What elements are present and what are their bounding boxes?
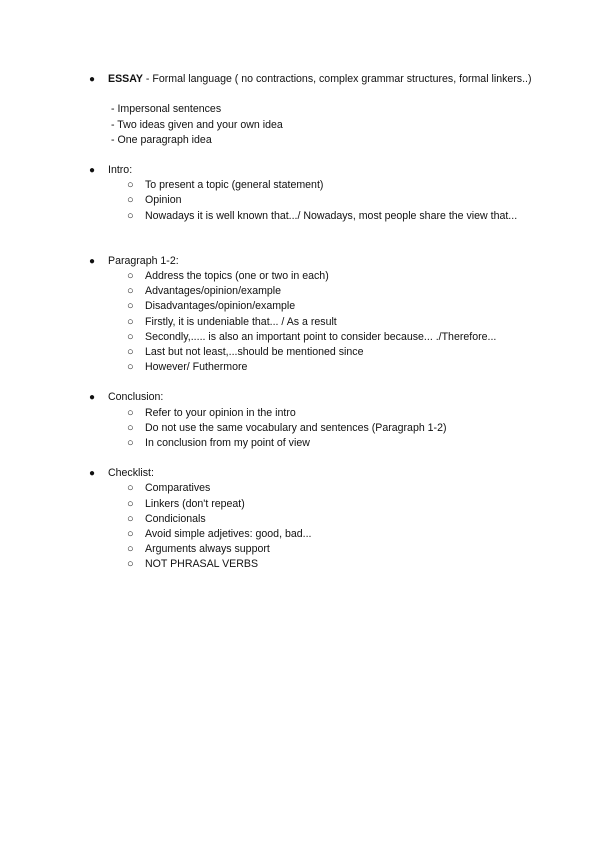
checklist-item: Comparatives — [145, 482, 211, 495]
circle-bullet-icon: ○ — [127, 543, 134, 556]
sub-list-item — [0, 557, 600, 572]
paragraph-item: Advantages/opinion/example — [145, 285, 282, 298]
conclusion-item: In conclusion from my point of view — [145, 436, 310, 449]
sub-list-item — [0, 436, 600, 451]
sub-list-item — [0, 299, 600, 314]
bullet-icon: ● — [89, 468, 96, 480]
checklist-item: NOT PHRASAL VERBS — [145, 558, 259, 571]
checklist-item: Condicionals — [145, 512, 206, 525]
circle-bullet-icon: ○ — [127, 406, 134, 419]
paragraph-item: Disadvantages/opinion/example — [145, 300, 296, 313]
section-paragraph — [0, 254, 600, 376]
section-intro — [0, 163, 600, 239]
sub-list-item — [0, 527, 600, 542]
checklist-item: Linkers (don't repeat) — [145, 497, 245, 510]
sub-list-item — [0, 497, 600, 512]
checklist-item: Avoid simple adjetives: good, bad... — [145, 527, 312, 540]
sub-list-item — [0, 209, 600, 239]
circle-bullet-icon: ○ — [127, 179, 134, 192]
circle-bullet-icon: ○ — [127, 527, 134, 540]
intro-item: Opinion — [145, 194, 182, 207]
sub-list-item — [0, 542, 600, 557]
essay-subpoint: - Impersonal sentences — [111, 103, 222, 116]
list-item — [0, 390, 600, 405]
paragraph-heading: Paragraph 1-2: — [108, 254, 179, 267]
paragraph-item: Last but not least,...should be mentioned since — [145, 346, 364, 359]
circle-bullet-icon: ○ — [127, 330, 134, 343]
conclusion-heading: Conclusion: — [108, 391, 164, 404]
paragraph-item: However/ Futhermore — [145, 361, 248, 374]
circle-bullet-icon: ○ — [127, 285, 134, 298]
essay-title: ESSAY — [108, 73, 143, 85]
essay-description: - Formal language ( no contractions, complex grammar structures, formal linkers..) — [142, 73, 532, 85]
list-item — [0, 254, 600, 269]
list-item — [0, 466, 600, 481]
circle-bullet-icon: ○ — [127, 194, 134, 207]
bullet-icon: ● — [89, 255, 96, 267]
sub-list-item — [0, 360, 600, 375]
conclusion-item: Do not use the same vocabulary and sentences (Paragraph 1-2) — [145, 421, 447, 434]
essay-subpoint: - Two ideas given and your own idea — [111, 118, 283, 131]
sub-list-item — [0, 193, 600, 208]
section-essay — [0, 72, 600, 148]
circle-bullet-icon: ○ — [127, 346, 134, 359]
sub-list-item — [0, 315, 600, 330]
circle-bullet-icon: ○ — [127, 300, 134, 313]
paragraph-item: Firstly, it is undeniable that... / As a result — [145, 315, 337, 328]
circle-bullet-icon: ○ — [127, 512, 134, 525]
circle-bullet-icon: ○ — [127, 482, 134, 495]
sub-list-item — [0, 406, 600, 421]
sub-list-item — [0, 269, 600, 284]
circle-bullet-icon: ○ — [127, 497, 134, 510]
circle-bullet-icon: ○ — [127, 361, 134, 374]
sub-list-item — [0, 481, 600, 496]
bullet-icon: ● — [89, 392, 96, 404]
circle-bullet-icon: ○ — [127, 436, 134, 449]
sub-list-item — [0, 284, 600, 299]
checklist-heading: Checklist: — [108, 467, 154, 480]
list-item — [0, 72, 600, 102]
sub-list-item — [0, 178, 600, 193]
sub-list-item — [0, 512, 600, 527]
sub-list-item — [0, 330, 600, 345]
list-item — [0, 163, 600, 178]
checklist-item: Arguments always support — [145, 543, 270, 556]
sub-list-item — [0, 421, 600, 436]
conclusion-item: Refer to your opinion in the intro — [145, 406, 296, 419]
intro-item: To present a topic (general statement) — [145, 179, 324, 192]
section-checklist — [0, 466, 600, 572]
essay-subpoint: - One paragraph idea — [111, 133, 212, 146]
intro-heading: Intro: — [108, 163, 133, 176]
paragraph-item: Secondly,..... is also an important point to consider because... ./Therefore... — [145, 330, 497, 343]
document-content — [0, 72, 600, 587]
bullet-icon: ● — [89, 74, 96, 85]
paragraph-item: Address the topics (one or two in each) — [145, 270, 329, 283]
intro-item: Nowadays it is well known that.../ Nowadays, most people share the view that... — [145, 209, 518, 222]
circle-bullet-icon: ○ — [127, 270, 134, 283]
circle-bullet-icon: ○ — [127, 421, 134, 434]
sub-list-item — [0, 345, 600, 360]
circle-bullet-icon: ○ — [127, 315, 134, 328]
circle-bullet-icon: ○ — [127, 558, 134, 571]
section-conclusion — [0, 390, 600, 451]
bullet-icon: ● — [89, 164, 96, 176]
circle-bullet-icon: ○ — [127, 209, 134, 222]
